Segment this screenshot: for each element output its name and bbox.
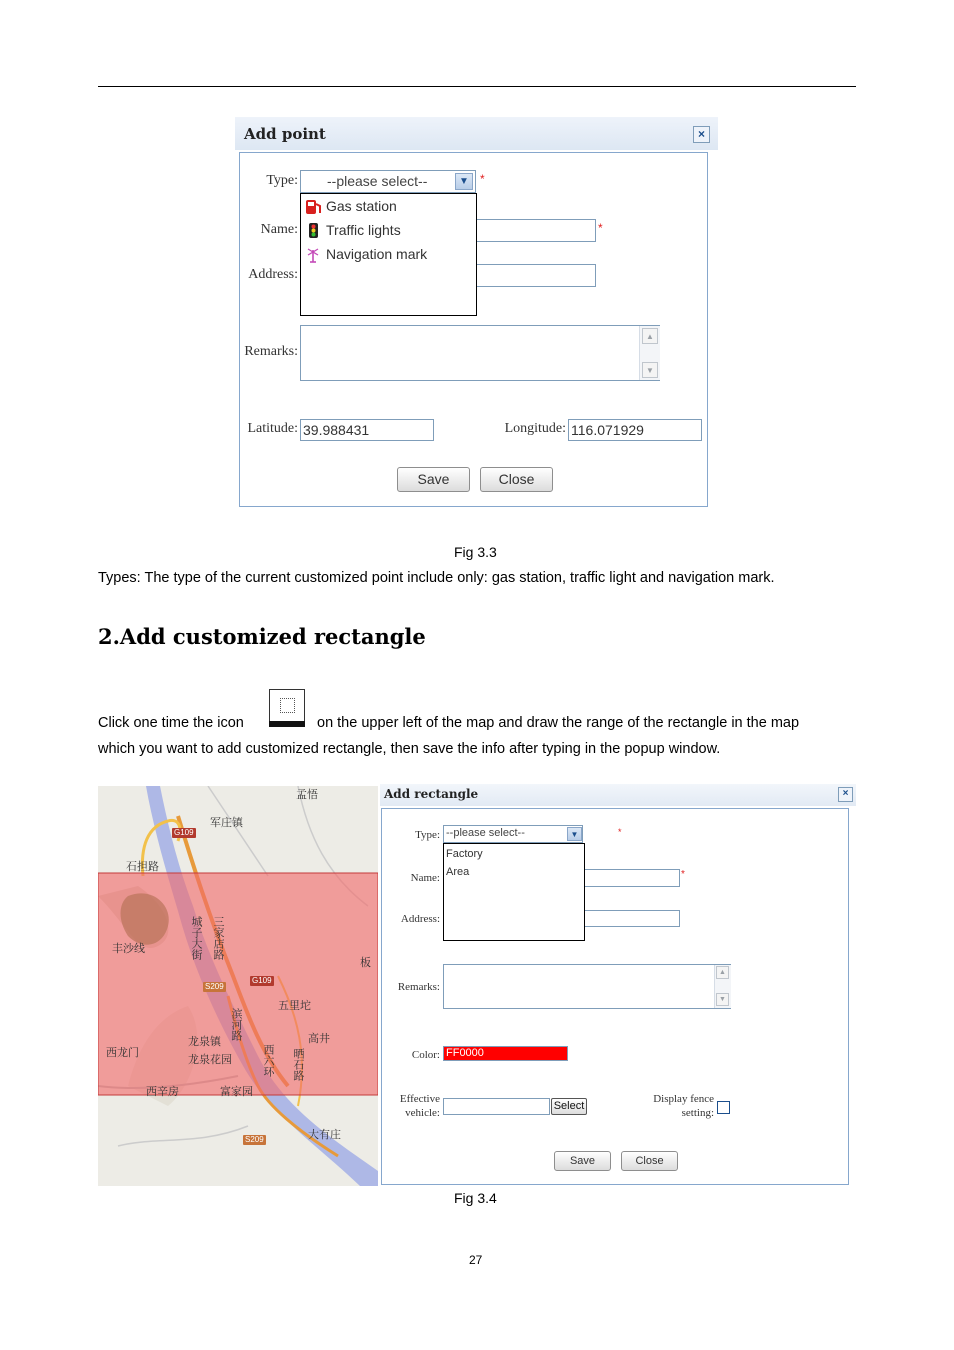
instruction-text-part1: Click one time the icon	[98, 715, 244, 731]
dialog-titlebar	[380, 784, 856, 806]
color-input[interactable]: FF0000	[443, 1046, 568, 1061]
map-label: 高井	[308, 1033, 330, 1045]
save-button[interactable]: Save	[397, 467, 470, 492]
map-label: 晒石路	[292, 1048, 304, 1081]
instruction-text-line2: which you want to add customized rectangle, then save the info after typing in the popup window.	[98, 741, 721, 757]
display-fence-label: setting:	[681, 1107, 714, 1119]
map-label: 西辛房	[146, 1086, 179, 1098]
map-label: 龙泉镇	[188, 1036, 221, 1048]
type-select[interactable]	[300, 170, 476, 193]
effective-vehicle-label: Effective	[399, 1093, 440, 1105]
name-input[interactable]	[584, 869, 680, 887]
add-point-dialog	[235, 117, 718, 514]
dropdown-option-area[interactable]: Area	[446, 866, 470, 878]
road-shield: S209	[245, 1135, 264, 1144]
type-select[interactable]	[443, 825, 583, 843]
traffic-light-icon	[305, 222, 323, 239]
map-label: 滨河路	[230, 1008, 242, 1041]
remarks-scrollbar[interactable]	[639, 326, 660, 380]
map-label: 西龙门	[106, 1047, 139, 1059]
dialog-titlebar	[235, 117, 718, 150]
effective-vehicle-input[interactable]	[443, 1098, 550, 1115]
close-icon[interactable]: ×	[838, 787, 853, 802]
display-fence-label: Display fence	[653, 1093, 714, 1105]
close-button[interactable]: Close	[480, 467, 553, 492]
map-label: 三家店路	[212, 916, 224, 960]
section-heading: 2.Add customized rectangle	[98, 624, 426, 649]
address-input[interactable]	[584, 910, 680, 927]
navigation-mark-icon	[305, 246, 323, 263]
map-view[interactable]	[98, 786, 378, 1186]
header-rule	[98, 86, 856, 87]
select-vehicle-button[interactable]: Select	[551, 1098, 587, 1115]
option-label: Navigation mark	[326, 246, 428, 262]
remarks-label: Remarks:	[244, 344, 298, 359]
latitude-input[interactable]: 39.988431	[300, 419, 434, 441]
map-label: 石担路	[126, 861, 159, 873]
name-input[interactable]	[476, 219, 596, 242]
longitude-input[interactable]: 116.071929	[568, 419, 702, 441]
required-mark: *	[480, 172, 485, 186]
map-label: 板	[360, 957, 371, 969]
display-fence-checkbox[interactable]	[717, 1101, 730, 1114]
map-label: 富家园	[220, 1086, 253, 1098]
remarks-label: Remarks:	[397, 981, 440, 993]
dialog-title: Add point	[244, 125, 326, 143]
option-label: Traffic lights	[326, 222, 401, 238]
map-label: 城子大街	[190, 916, 202, 960]
required-mark: *	[618, 827, 622, 837]
map-label: 丰沙线	[112, 943, 145, 955]
scroll-up-icon[interactable]: ▲	[642, 328, 658, 344]
map-label: 五里坨	[278, 1000, 311, 1012]
type-dropdown-list	[300, 193, 477, 316]
address-label: Address:	[400, 913, 440, 925]
save-button[interactable]: Save	[554, 1151, 611, 1171]
type-dropdown-list	[443, 843, 585, 941]
remarks-textarea[interactable]	[300, 325, 660, 381]
types-description: Types: The type of the current customized point include only: gas station, traffic light and navigation mark.	[98, 570, 775, 586]
page-number: 27	[469, 1253, 483, 1267]
type-label: Type:	[266, 173, 298, 188]
type-select-value: --please select--	[327, 173, 428, 189]
close-button[interactable]: Close	[621, 1151, 678, 1171]
chevron-down-icon[interactable]: ▼	[567, 827, 582, 841]
address-input[interactable]	[476, 264, 596, 287]
latitude-label: Latitude:	[247, 421, 298, 436]
dropdown-option-factory[interactable]: Factory	[446, 848, 483, 860]
name-label: Name:	[410, 872, 440, 884]
map-label: 龙泉花园	[188, 1054, 232, 1066]
required-mark: *	[681, 869, 685, 880]
color-label: Color:	[411, 1049, 440, 1061]
map-label: 大有庄	[308, 1129, 341, 1141]
dialog-body	[239, 152, 708, 507]
road-shield: G109	[252, 976, 272, 985]
add-rectangle-dialog	[380, 784, 856, 1186]
close-icon[interactable]: ×	[693, 126, 710, 143]
required-mark: *	[598, 221, 603, 235]
map-label: 孟悟	[296, 789, 318, 801]
longitude-label: Longitude:	[504, 421, 566, 436]
figure-caption: Fig 3.3	[454, 544, 497, 560]
figure-caption: Fig 3.4	[454, 1190, 497, 1206]
type-select-value: --please select--	[446, 827, 525, 839]
scroll-down-icon[interactable]: ▼	[642, 362, 658, 378]
effective-vehicle-label: vehicle:	[405, 1107, 440, 1119]
name-label: Name:	[260, 222, 298, 237]
draw-rectangle-icon	[269, 689, 305, 727]
remarks-textarea[interactable]	[443, 964, 731, 1009]
option-label: Gas station	[326, 198, 397, 214]
chevron-down-icon[interactable]: ▼	[455, 173, 473, 190]
dialog-title: Add rectangle	[384, 787, 479, 801]
scroll-up-icon[interactable]: ▲	[716, 966, 729, 979]
instruction-text-part2: on the upper left of the map and draw the range of the rectangle in the map	[317, 715, 800, 731]
address-label: Address:	[248, 267, 298, 282]
road-shield: S209	[205, 982, 224, 991]
map-label: 军庄镇	[210, 817, 243, 829]
type-label: Type:	[415, 829, 440, 841]
gas-station-icon	[305, 198, 323, 215]
remarks-scrollbar[interactable]	[714, 965, 731, 1008]
road-shield: G109	[174, 828, 194, 837]
scroll-down-icon[interactable]: ▼	[716, 993, 729, 1006]
dialog-body	[381, 808, 849, 1185]
map-label: 西六环	[262, 1044, 274, 1077]
